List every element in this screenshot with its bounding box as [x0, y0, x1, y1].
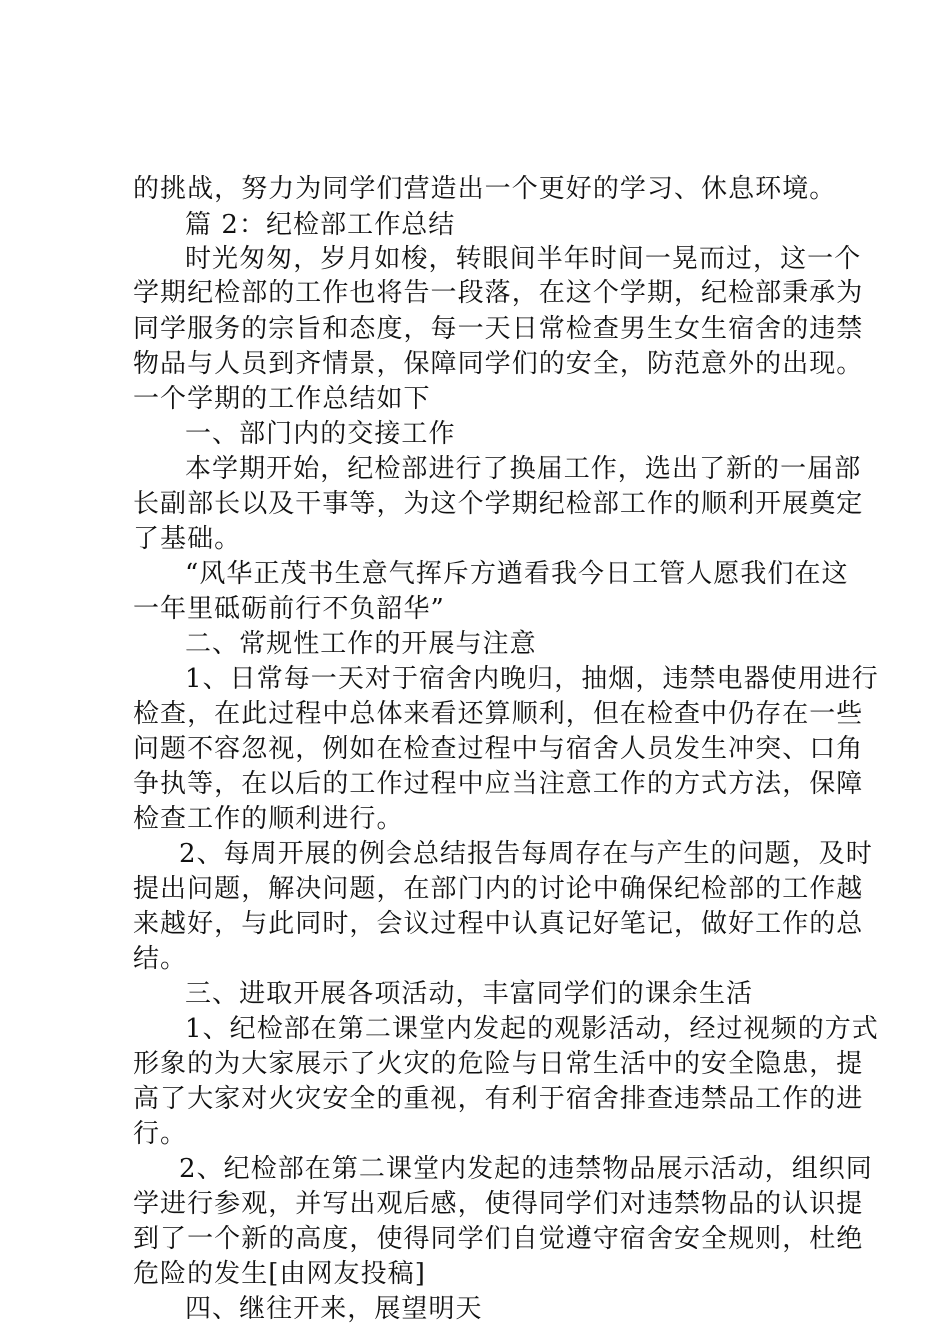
text-line: 物品与人员到齐情景，保障同学们的安全，防范意外的出现。 [133, 349, 864, 379]
text-line: 长副部长以及干事等，为这个学期纪检部工作的顺利开展奠定 [133, 489, 864, 519]
text-line: 时光匆匆，岁月如梭，转眼间半年时间一晃而过，这一个 [185, 244, 862, 274]
text-line: 检查，在此过程中总体来看还算顺利，但在检查中仍存在一些 [133, 699, 864, 729]
text-line: 1、纪检部在第二课堂内发起的观影活动，经过视频的方式 [185, 1014, 879, 1044]
text-line: 的挑战，努力为同学们营造出一个更好的学习、休息环境。 [133, 174, 837, 204]
text-line: 争执等，在以后的工作过程中应当注意工作的方式方法，保障 [133, 769, 864, 799]
subsection-heading: 三、进取开展各项活动，丰富同学们的课余生活 [185, 979, 754, 1009]
subsection-heading: 四、继往开来，展望明天 [185, 1294, 483, 1324]
text-line: 2、每周开展的例会总结报告每周存在与产生的问题，及时 [179, 839, 873, 869]
text-line: 2、纪检部在第二课堂内发起的违禁物品展示活动，组织同 [179, 1154, 873, 1184]
text-line: 本学期开始，纪检部进行了换届工作，选出了新的一届部 [185, 454, 862, 484]
quote-line: 一年里砥砺前行不负韶华” [133, 594, 445, 624]
text-line: 检查工作的顺利进行。 [133, 804, 404, 834]
text-line: 提出问题，解决问题，在部门内的讨论中确保纪检部的工作越 [133, 874, 864, 904]
text-line: 高了大家对火灾安全的重视，有利于宿舍排查违禁品工作的进 [133, 1084, 864, 1114]
text-line: 行。 [133, 1119, 188, 1149]
text-line: 危险的发生[由网友投稿] [133, 1259, 426, 1289]
subsection-heading: 二、常规性工作的开展与注意 [185, 629, 537, 659]
text-line: 同学服务的宗旨和态度，每一天日常检查男生女生宿舍的违禁 [133, 314, 864, 344]
text-line: 一个学期的工作总结如下 [133, 384, 431, 414]
quote-line: “风华正茂书生意气挥斥方遒看我今日工管人愿我们在这 [185, 559, 849, 589]
section-heading: 篇 2：纪检部工作总结 [185, 210, 456, 240]
text-line: 结。 [133, 944, 188, 974]
text-line: 来越好，与此同时，会议过程中认真记好笔记，做好工作的总 [133, 909, 864, 939]
text-line: 形象的为大家展示了火灾的危险与日常生活中的安全隐患，提 [133, 1049, 864, 1079]
subsection-heading: 一、部门内的交接工作 [185, 419, 456, 449]
text-line: 到了一个新的高度，使得同学们自觉遵守宿舍安全规则，杜绝 [133, 1224, 864, 1254]
text-line: 学期纪检部的工作也将告一段落，在这个学期，纪检部秉承为 [133, 278, 864, 308]
text-line: 了基础。 [133, 524, 242, 554]
text-line: 问题不容忽视，例如在检查过程中与宿舍人员发生冲突、口角 [133, 734, 864, 764]
text-line: 学进行参观，并写出观后感，使得同学们对违禁物品的认识提 [133, 1189, 864, 1219]
text-line: 1、日常每一天对于宿舍内晚归，抽烟，违禁电器使用进行 [185, 664, 879, 694]
